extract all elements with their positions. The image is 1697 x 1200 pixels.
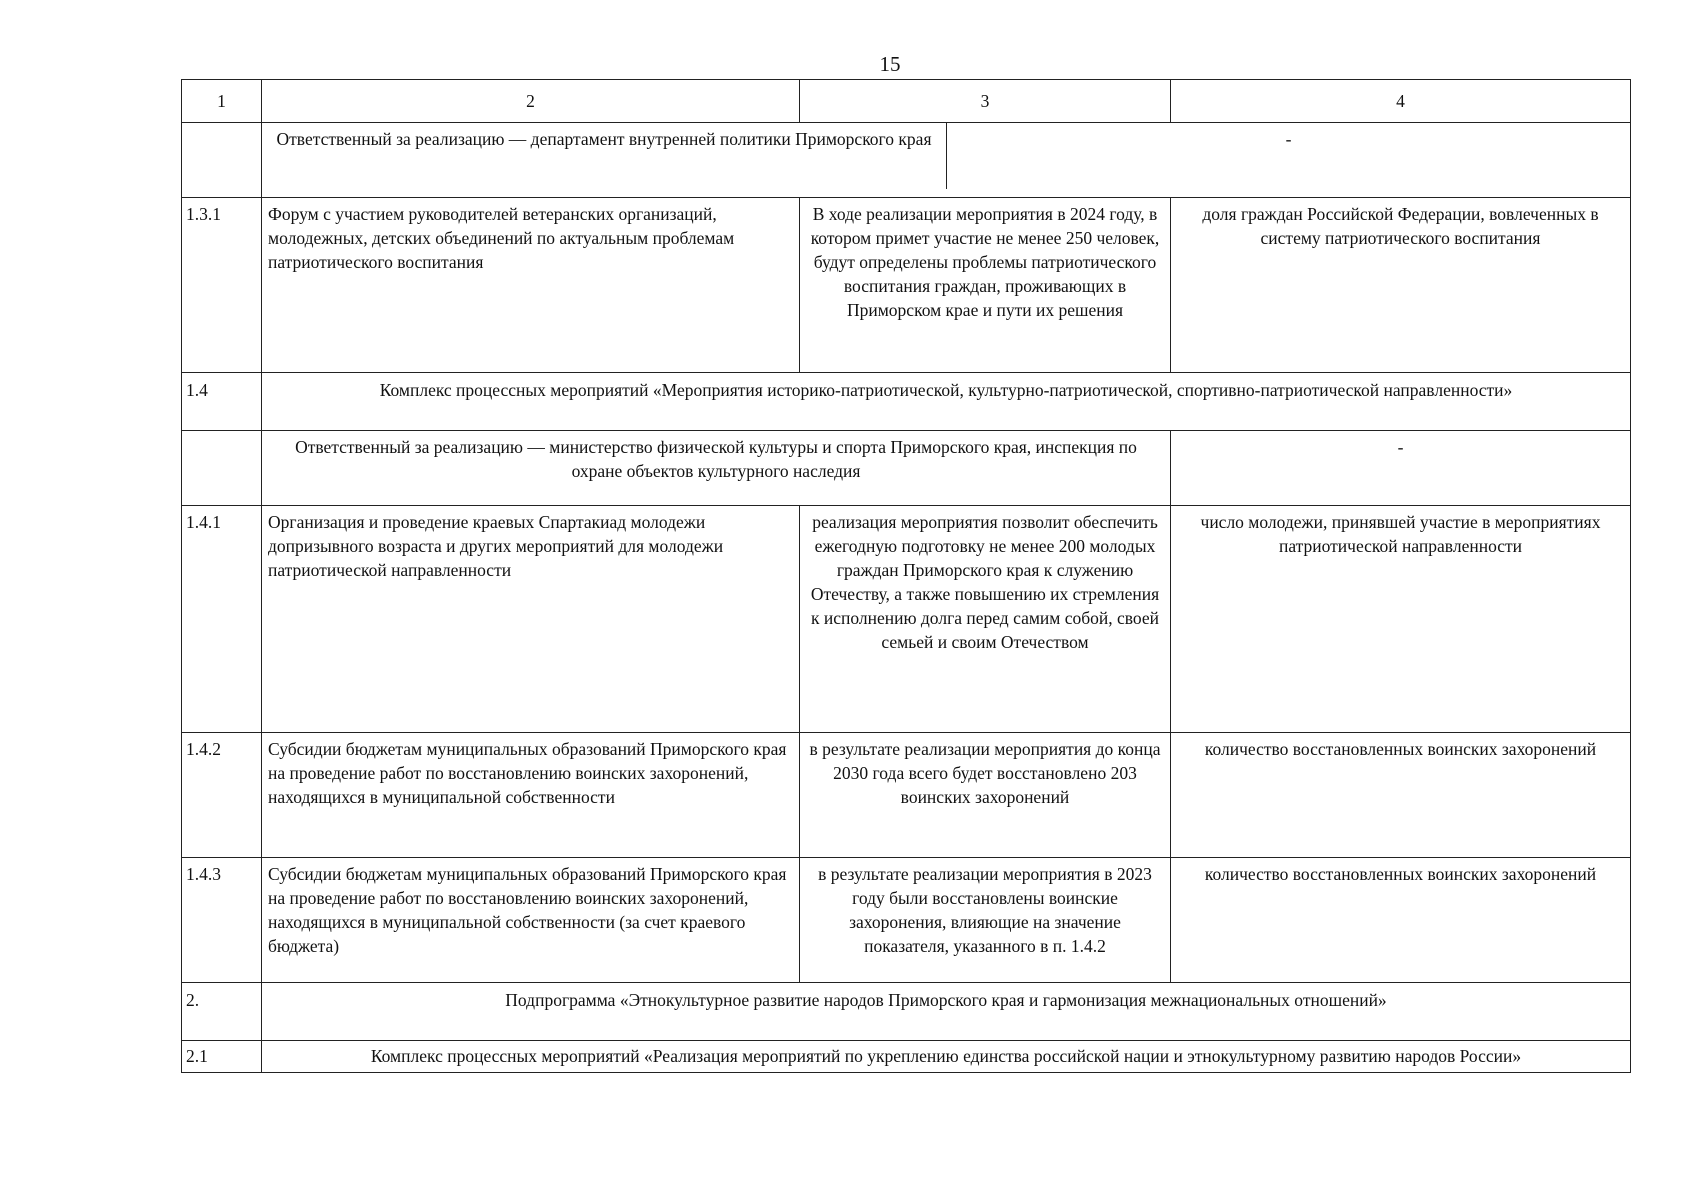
page-number: 15 xyxy=(879,52,901,76)
measure-name: Субсидии бюджетам муниципальных образований Приморского края на проведение работ по восстановлению воинских захоронений, находящихся в муниципальной собственности (за счет краевого бюджета) xyxy=(262,858,800,983)
measure-result: в результате реализации мероприятия до конца 2030 года всего будет восстановлено 203 воинских захоронений xyxy=(800,733,1171,858)
row-number: 1.4.1 xyxy=(182,506,262,733)
measure-name: Форум с участием руководителей ветеранских организаций, молодежных, детских объединений по актуальным проблемам патриотического воспитания xyxy=(262,198,800,373)
table-row xyxy=(182,858,1631,983)
section-title: Комплекс процессных мероприятий «Реализация мероприятий по укреплению единства российской нации и этнокультурному развитию народов России» xyxy=(262,1041,1631,1073)
responsible-row-1-3 xyxy=(182,123,1631,198)
section-title: Комплекс процессных мероприятий «Мероприятия историко-патриотической, культурно-патриотической, спортивно-патриотической направленности» xyxy=(262,373,1631,431)
row-number: 2.1 xyxy=(182,1041,262,1073)
row-number: 1.4.3 xyxy=(182,858,262,983)
measures-table xyxy=(181,79,1631,1073)
row-number: 2. xyxy=(182,983,262,1041)
responsible-dash: - xyxy=(1171,431,1631,506)
responsible-dash: - xyxy=(1285,129,1292,149)
empty-cell xyxy=(182,431,262,506)
measure-indicator: количество восстановленных воинских захоронений xyxy=(1171,733,1631,858)
subprogram-title: Подпрограмма «Этнокультурное развитие народов Приморского края и гармонизация межнациональных отношений» xyxy=(262,983,1631,1041)
measure-result: реализация мероприятия позволит обеспечить ежегодную подготовку не менее 200 молодых граждан Приморского края к служению Отечеству, а также повышению их стремления к исполнению долга перед самим собой, своей семьей и своим Отечеством xyxy=(800,506,1171,733)
table-row xyxy=(182,506,1631,733)
section-row-2-1 xyxy=(182,1041,1631,1073)
header-col-3: 3 xyxy=(800,80,1171,123)
responsible-cell xyxy=(262,123,1631,198)
table-row xyxy=(182,733,1631,858)
section-row-1-4 xyxy=(182,373,1631,431)
row-number: 1.4.2 xyxy=(182,733,262,858)
measure-indicator: доля граждан Российской Федерации, вовлеченных в систему патриотического воспитания xyxy=(1171,198,1631,373)
header-col-1: 1 xyxy=(182,80,262,123)
header-col-2: 2 xyxy=(262,80,800,123)
empty-cell xyxy=(182,123,262,198)
measure-indicator: количество восстановленных воинских захоронений xyxy=(1171,858,1631,983)
header-col-4: 4 xyxy=(1171,80,1631,123)
row-number: 1.4 xyxy=(182,373,262,431)
measure-name: Субсидии бюджетам муниципальных образований Приморского края на проведение работ по восстановлению воинских захоронений, находящихся в муниципальной собственности xyxy=(262,733,800,858)
row-number: 1.3.1 xyxy=(182,198,262,373)
responsible-text: Ответственный за реализацию — департамент внутренней политики Приморского края xyxy=(262,123,947,189)
responsible-text: Ответственный за реализацию — министерство физической культуры и спорта Приморского края, инспекция по охране объектов культурного наследия xyxy=(262,431,1171,506)
measure-result: В ходе реализации мероприятия в 2024 году, в котором примет участие не менее 250 человек, будут определены проблемы патриотического воспитания граждан, проживающих в Приморском крае и пути их решения xyxy=(800,198,1171,373)
measure-result: в результате реализации мероприятия в 2023 году были восстановлены воинские захоронения, влияющие на значение показателя, указанного в п. 1.4.2 xyxy=(800,858,1171,983)
header-row xyxy=(182,80,1631,123)
measure-indicator: число молодежи, принявшей участие в мероприятиях патриотической направленности xyxy=(1171,506,1631,733)
subprogram-row-2 xyxy=(182,983,1631,1041)
measure-name: Организация и проведение краевых Спартакиад молодежи допризывного возраста и других мероприятий для молодежи патриотической направленности xyxy=(262,506,800,733)
table-row xyxy=(182,198,1631,373)
responsible-row-1-4 xyxy=(182,431,1631,506)
